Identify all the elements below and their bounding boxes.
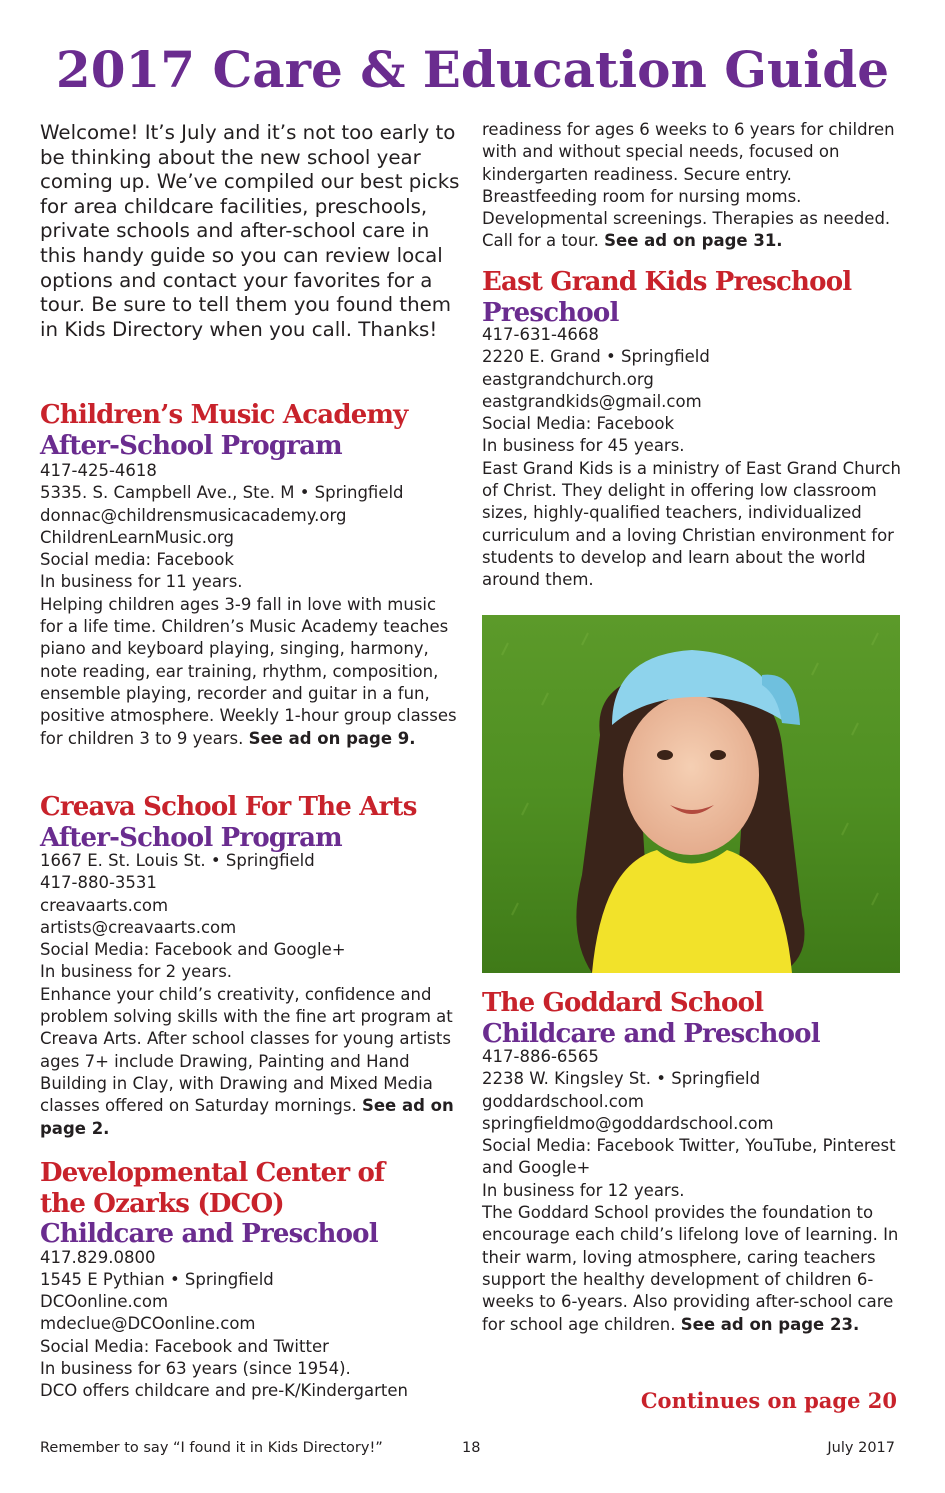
listing-address: 2238 W. Kingsley St. • Springfield — [482, 1069, 761, 1089]
listing-subtitle: After-School Program — [40, 430, 342, 461]
listing-address: 1667 E. St. Louis St. • Springfield — [40, 851, 315, 870]
listing-email[interactable]: springfieldmo@goddardschool.com — [482, 1113, 774, 1133]
listing-address: 1545 E Pythian • Springfield — [40, 1269, 274, 1289]
listing-subtitle: Childcare and Preschool — [482, 1018, 820, 1049]
listing-description: Enhance your child’s creativity, confidence and problem solving skills with the fine art program at Creava Arts. After school classes for young artists ages 7+ include Drawing, Painting and Hand Building in Clay, with Drawing and Mixed Media classes offered on Saturday mornings. See ad on page 2. — [40, 984, 454, 1138]
listing-website[interactable]: creavaarts.com — [40, 895, 169, 915]
listing-website[interactable]: goddardschool.com — [482, 1091, 644, 1111]
listing-name: Children’s Music Academy — [40, 400, 408, 430]
listing-dco-continued — [482, 119, 900, 253]
listing-phone: 417.829.0800 — [40, 1247, 156, 1267]
listing-social: Social Media: Facebook and Google+ — [40, 940, 346, 960]
listing-name: Creava School For The Arts — [40, 792, 417, 822]
listing-east-grand-kids — [482, 267, 902, 592]
listing-name: Developmental Center of — [40, 1158, 385, 1188]
listing-phone: 417-880-3531 — [40, 873, 157, 893]
listing-description: East Grand Kids is a ministry of East Grand Church of Christ. They delight in offering low classroom sizes, highly-qualified teachers, individualized curriculum and a loving Christian environment for students to develop and learn about the world around them. — [482, 458, 902, 590]
listing-subtitle: After-School Program — [40, 822, 342, 853]
listing-years: In business for 2 years. — [40, 962, 233, 982]
listing-name-line2: the Ozarks (DCO) — [40, 1188, 284, 1219]
listing-phone: 417-886-6565 — [482, 1047, 599, 1066]
listing-years: In business for 63 years (since 1954). — [40, 1358, 351, 1378]
listing-description-start: DCO offers childcare and pre-K/Kindergarten — [40, 1381, 408, 1401]
ad-reference: See ad on page 31. — [604, 231, 783, 251]
listing-address: 5335. S. Campbell Ave., Ste. M • Springfield — [40, 483, 404, 503]
left-eye — [657, 750, 673, 760]
ad-reference: See ad on page 9. — [248, 728, 416, 748]
listing-goddard-school — [482, 988, 902, 1336]
page-title: 2017 Care & Education Guide — [55, 40, 890, 99]
listing-social: Social Media: Facebook and Twitter — [40, 1336, 329, 1356]
listing-phone: 417-425-4618 — [40, 461, 157, 480]
listing-social: Social Media: Facebook Twitter, YouTube, Pinterest and Google+ — [482, 1136, 896, 1178]
listing-website[interactable]: ChildrenLearnMusic.org — [40, 527, 235, 547]
continues-notice: Continues on page 20 — [640, 1388, 897, 1413]
ad-reference: See ad on page 2. — [40, 1096, 454, 1138]
listing-address: 2220 E. Grand • Springfield — [482, 347, 710, 367]
right-eye — [710, 750, 726, 760]
listing-name: East Grand Kids Preschool — [482, 267, 852, 297]
footer-issue: July 2017 — [827, 1440, 895, 1456]
listing-email[interactable]: donnac@childrensmusicacademy.org — [40, 505, 347, 525]
intro-paragraph: Welcome! It’s July and it’s not too early to be thinking about the new school year coming up. We’ve compiled our best picks for area childcare facilities, preschools, private schools and after-school care in this handy guide so you can review local options and contact your favorites for a tour. Be sure to tell them you found them in Kids Directory when you call. Thanks! — [40, 121, 460, 341]
listing-years: In business for 11 years. — [40, 572, 243, 592]
footer-slogan: Remember to say “I found it in Kids Directory!” — [40, 1440, 383, 1456]
listing-name: The Goddard School — [482, 988, 764, 1018]
listing-phone: 417-631-4668 — [482, 325, 599, 344]
footer-page-number: 18 — [462, 1440, 481, 1456]
listing-dco — [40, 1158, 460, 1403]
listing-email[interactable]: eastgrandkids@gmail.com — [482, 391, 702, 411]
listing-website[interactable]: DCOonline.com — [40, 1292, 169, 1312]
listing-years: In business for 12 years. — [482, 1180, 685, 1200]
child-photo — [482, 615, 900, 973]
listing-email[interactable]: artists@creavaarts.com — [40, 917, 237, 937]
listing-subtitle: Preschool — [482, 297, 619, 328]
listing-childrens-music-academy — [40, 400, 460, 750]
listing-creava-school — [40, 792, 460, 1140]
listing-email[interactable]: mdeclue@DCOonline.com — [40, 1314, 256, 1334]
listing-social: Social Media: Facebook — [482, 414, 675, 434]
ad-reference: See ad on page 23. — [680, 1314, 860, 1334]
face — [623, 695, 759, 855]
listing-description: readiness for ages 6 weeks to 6 years for children with and without special needs, focused on kindergarten readiness. Secure entry. Breastfeeding room for nursing moms. Developmental screenings. Therapies as needed. Call for a tour. See ad on page 31. — [482, 120, 895, 251]
listing-description: The Goddard School provides the foundation to encourage each child’s lifelong love of learning. In their warm, loving atmosphere, caring teachers support the healthy development of children 6-weeks to 6-years. Also providing after-school care for school age children. See ad on page 23. — [482, 1203, 899, 1334]
listing-subtitle: Childcare and Preschool — [40, 1219, 378, 1249]
listing-description: Helping children ages 3-9 fall in love with music for a life time. Children’s Music Academy teaches piano and keyboard playing, singing, harmony, note reading, ear training, rhythm, composition, ensemble playing, recorder and guitar in a fun, positive atmosphere. Weekly 1-hour group classes for children 3 to 9 years. See ad on page 9. — [40, 594, 457, 748]
listing-website[interactable]: eastgrandchurch.org — [482, 369, 654, 389]
listing-social: Social media: Facebook — [40, 550, 234, 570]
listing-years: In business for 45 years. — [482, 436, 685, 456]
